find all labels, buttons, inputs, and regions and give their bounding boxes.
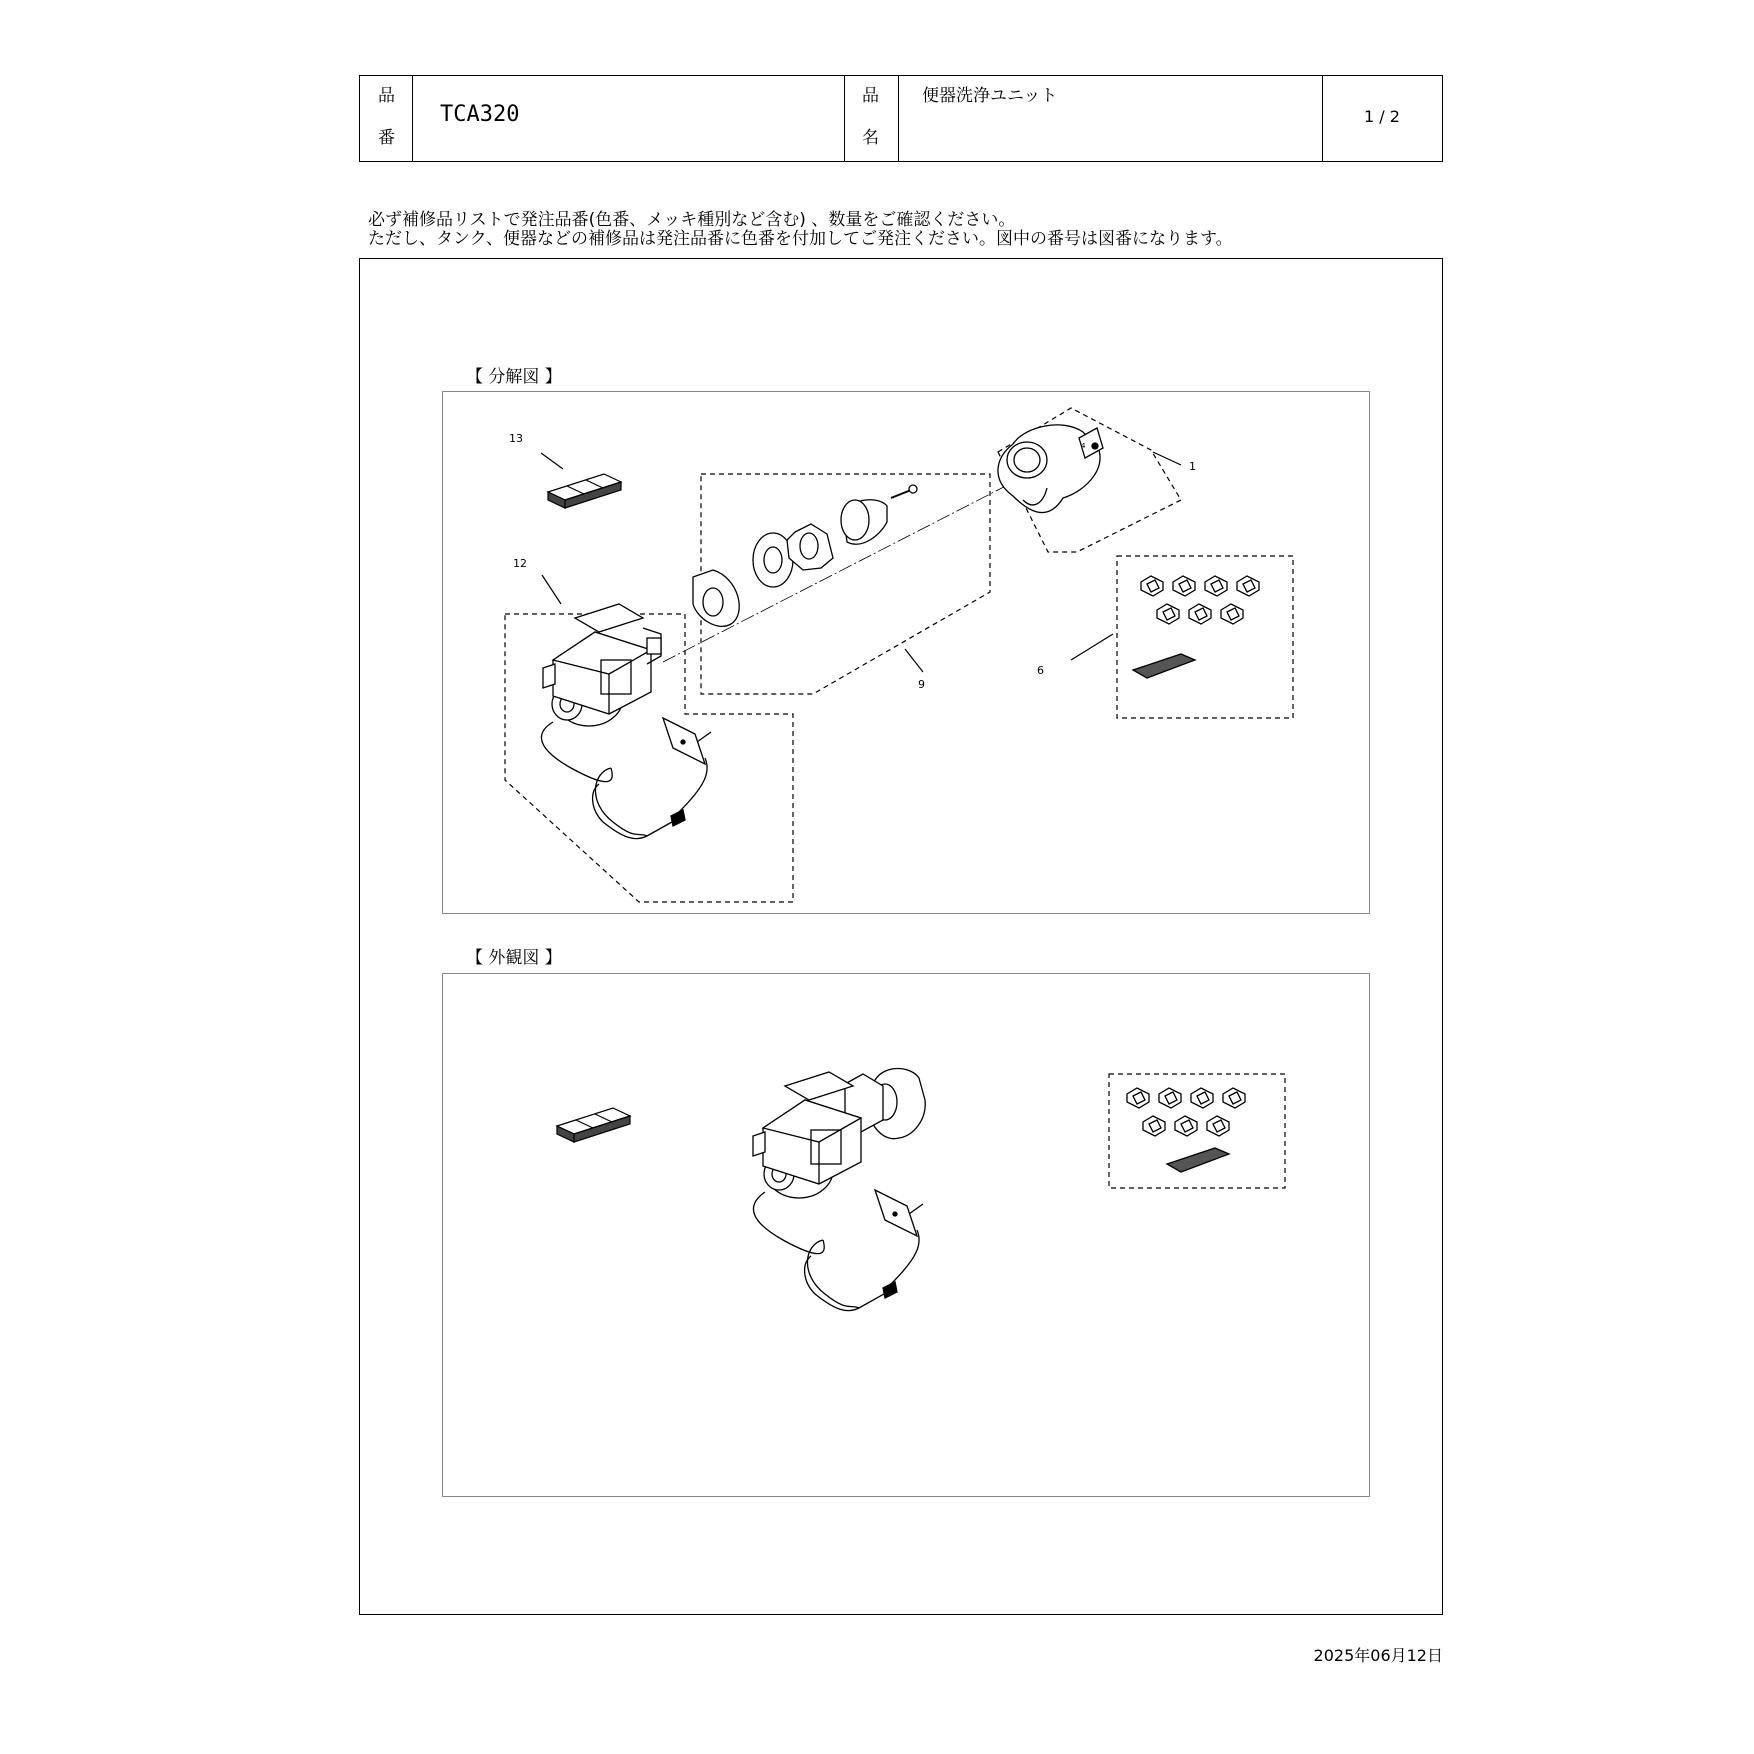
note-line-1: 必ず補修品リストで発注品番(色番、メッキ種別など含む) 、数量をご確認ください。 (368, 210, 1016, 230)
note-line-2: ただし、タンク、便器などの補修品は発注品番に色番を付加してご発注ください。図中の番号は図番になります。 (368, 229, 1233, 249)
svg-text:4: 4 (1081, 442, 1086, 450)
nut-ring-set-part (693, 485, 917, 626)
callout-13: 13 (509, 432, 523, 445)
exterior-view-title: 【 外観図 】 (466, 948, 562, 968)
part-number-label: 品 (378, 86, 395, 106)
callout-12: 12 (513, 557, 527, 570)
assembled-valve-unit (753, 1069, 925, 1311)
tape-strip-part (548, 474, 621, 508)
exploded-view-drawing (443, 392, 1369, 913)
issue-date: 2025年06月12日 (1313, 1646, 1443, 1665)
header-divider (844, 76, 845, 161)
exterior-view-panel (442, 973, 1370, 1497)
product-name-label: 品 (862, 86, 879, 106)
pad-part (1133, 654, 1195, 678)
tape-strip-part (557, 1108, 630, 1142)
pad-part (1167, 1148, 1229, 1172)
header-divider (1322, 76, 1323, 161)
part-number: TCA320 (440, 102, 520, 127)
clip-row-1 (1127, 1088, 1245, 1108)
clip-row-1 (1141, 576, 1259, 596)
header-divider (412, 76, 413, 161)
callout-1: 1 (1189, 460, 1196, 473)
part-number-label: 番 (378, 128, 395, 148)
clip-set-part (1133, 576, 1259, 678)
solenoid-valve-part (541, 604, 711, 839)
callout-9: 9 (918, 678, 925, 691)
callout-6: 6 (1037, 664, 1044, 677)
exterior-view-drawing (443, 974, 1369, 1496)
page-number: 1 / 2 (1364, 107, 1400, 126)
clip-row-2 (1157, 604, 1243, 624)
lever-knob-part (998, 425, 1103, 513)
header-divider (898, 76, 899, 161)
clip-row-2 (1143, 1116, 1229, 1136)
product-name: 便器洗浄ユニット (922, 86, 1058, 106)
header-table (359, 75, 1443, 162)
exploded-view-panel (442, 391, 1370, 914)
exploded-view-title: 【 分解図 】 (466, 367, 562, 387)
product-name-label: 名 (862, 128, 879, 148)
clip-set-part (1127, 1088, 1245, 1172)
